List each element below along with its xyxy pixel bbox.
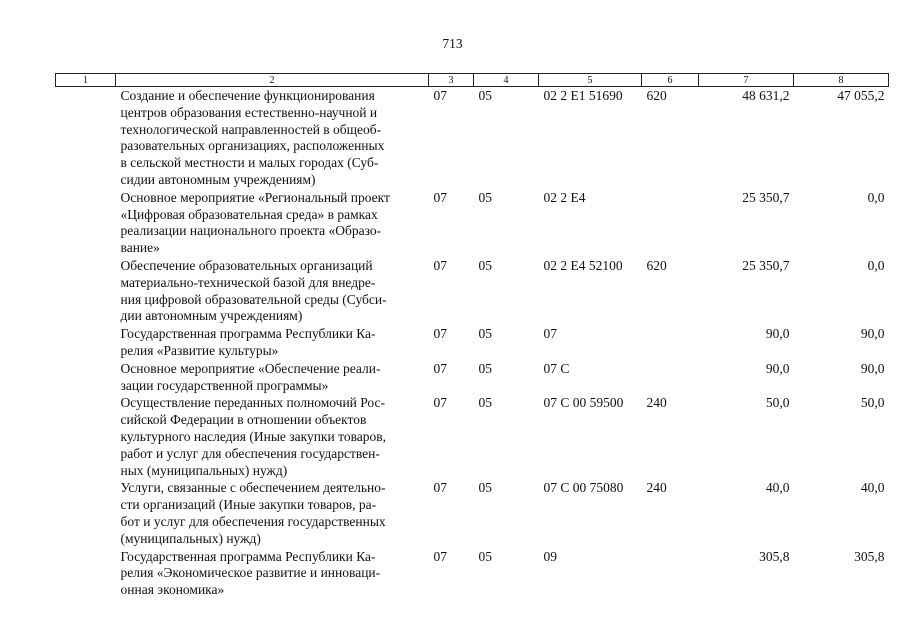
subsection-cell: 05 bbox=[478, 395, 492, 411]
target-article-cell: 07 C 00 59500 bbox=[543, 395, 624, 411]
column-header-3: 3 bbox=[429, 74, 474, 87]
section-cell: 07 bbox=[433, 548, 447, 564]
item-name-line: работ и услуг для обеспечения государствен- bbox=[120, 445, 380, 461]
amount-year-2-cell: 0,0 bbox=[867, 257, 885, 273]
item-name-line: центров образования естественно-научной и bbox=[120, 104, 378, 120]
item-name-cell bbox=[116, 360, 429, 395]
target-article-cell: 02 2 E4 bbox=[543, 189, 586, 205]
amount-year-1-cell: 50,0 bbox=[765, 395, 790, 411]
subsection-cell: 05 bbox=[478, 326, 492, 342]
amount-year-1-cell: 40,0 bbox=[765, 480, 790, 496]
section-cell: 07 bbox=[433, 326, 447, 342]
target-article-cell: 09 bbox=[543, 548, 557, 564]
table-row bbox=[56, 394, 889, 479]
item-name-cell bbox=[116, 87, 429, 189]
code-cell bbox=[56, 87, 116, 189]
item-name-line: материально-технической базой для внедре- bbox=[120, 274, 376, 290]
budget-table bbox=[55, 73, 889, 599]
column-header-5: 5 bbox=[539, 74, 642, 87]
item-name-cell bbox=[116, 325, 429, 360]
expense-type-cell bbox=[642, 325, 699, 360]
table-row bbox=[56, 189, 889, 257]
amount-year-2-cell: 40,0 bbox=[860, 480, 885, 496]
section-cell: 07 bbox=[433, 88, 447, 103]
item-name-line: Основное мероприятие «Обеспечение реали- bbox=[120, 360, 381, 376]
amount-year-1-cell: 25 350,7 bbox=[742, 189, 790, 205]
subsection-cell: 05 bbox=[478, 189, 492, 205]
target-article-cell: 02 2 E4 52100 bbox=[543, 257, 623, 273]
code-cell bbox=[56, 548, 116, 599]
code-cell bbox=[56, 257, 116, 325]
subsection-cell: 05 bbox=[478, 548, 492, 564]
expense-type-cell: 620 bbox=[646, 257, 667, 273]
section-cell: 07 bbox=[433, 395, 447, 411]
item-name-line: разовательных организациях, расположенных bbox=[120, 138, 385, 154]
amount-year-1-cell: 90,0 bbox=[765, 360, 790, 376]
code-cell bbox=[56, 394, 116, 479]
item-name-cell bbox=[116, 189, 429, 257]
item-name-line: релия «Экономическое развитие и инноваци- bbox=[120, 565, 381, 581]
page-number: 713 bbox=[442, 36, 463, 51]
section-cell: 07 bbox=[433, 480, 447, 496]
table-row bbox=[56, 257, 889, 325]
item-name-line: ния цифровой образовательной среды (Субси- bbox=[120, 291, 387, 307]
item-name-cell bbox=[116, 479, 429, 547]
expense-type-cell bbox=[642, 548, 699, 599]
item-name-line: ных (муниципальных) нужд) bbox=[120, 462, 288, 478]
subsection-cell: 05 bbox=[478, 88, 492, 103]
target-article-cell: 07 C bbox=[543, 360, 570, 376]
table-row bbox=[56, 325, 889, 360]
amount-year-2-cell: 50,0 bbox=[860, 395, 885, 411]
item-name-line: сти организаций (Иные закупки товаров, ра- bbox=[120, 497, 377, 513]
item-name-line: «Цифровая образовательная среда» в рамках bbox=[120, 206, 378, 222]
code-cell bbox=[56, 189, 116, 257]
amount-year-2-cell: 0,0 bbox=[867, 189, 885, 205]
item-name-line: бот и услуг для обеспечения государственных bbox=[120, 513, 386, 529]
item-name-line: Осуществление переданных полномочий Рос- bbox=[120, 395, 386, 411]
table-row bbox=[56, 360, 889, 395]
header-row bbox=[56, 74, 889, 87]
item-name-line: вание» bbox=[120, 240, 160, 256]
item-name-line: дии автономным учреждениям) bbox=[120, 308, 303, 324]
item-name-line: Создание и обеспечение функционирования bbox=[120, 88, 375, 103]
table-row bbox=[56, 479, 889, 547]
item-name-line: сийской Федерации в отношении объектов bbox=[120, 412, 367, 428]
item-name-line: Услуги, связанные с обеспечением деятельно- bbox=[120, 480, 386, 496]
item-name-line: (муниципальных) нужд) bbox=[120, 530, 261, 546]
item-name-cell bbox=[116, 394, 429, 479]
amount-year-2-cell: 90,0 bbox=[860, 326, 885, 342]
amount-year-1-cell: 48 631,2 bbox=[742, 88, 790, 103]
expense-type-cell: 240 bbox=[646, 395, 667, 411]
amount-year-1-cell: 305,8 bbox=[759, 548, 790, 564]
column-header-2: 2 bbox=[116, 74, 429, 87]
table-row bbox=[56, 548, 889, 599]
column-header-4: 4 bbox=[474, 74, 539, 87]
section-cell: 07 bbox=[433, 257, 447, 273]
target-article-cell: 02 2 E1 51690 bbox=[543, 88, 623, 103]
expense-type-cell: 240 bbox=[646, 480, 667, 496]
table-row bbox=[56, 87, 889, 189]
amount-year-2-cell: 90,0 bbox=[860, 360, 885, 376]
subsection-cell: 05 bbox=[478, 257, 492, 273]
column-header-1: 1 bbox=[56, 74, 116, 87]
expense-type-cell bbox=[642, 189, 699, 257]
code-cell bbox=[56, 325, 116, 360]
table-body bbox=[56, 87, 889, 599]
item-name-line: Государственная программа Республики Ка- bbox=[120, 326, 376, 342]
expense-type-cell: 620 bbox=[646, 88, 667, 103]
item-name-line: релия «Развитие культуры» bbox=[120, 342, 279, 358]
section-cell: 07 bbox=[433, 189, 447, 205]
amount-year-1-cell: 90,0 bbox=[765, 326, 790, 342]
item-name-line: реализации национального проекта «Образо- bbox=[120, 223, 382, 239]
subsection-cell: 05 bbox=[478, 360, 492, 376]
code-cell bbox=[56, 479, 116, 547]
item-name-line: Обеспечение образовательных организаций bbox=[120, 257, 373, 273]
column-header-6: 6 bbox=[642, 74, 699, 87]
column-header-7: 7 bbox=[699, 74, 794, 87]
column-header-8: 8 bbox=[794, 74, 889, 87]
item-name-line: сидии автономным учреждениям) bbox=[120, 171, 316, 187]
amount-year-2-cell: 47 055,2 bbox=[837, 88, 885, 103]
target-article-cell: 07 C 00 75080 bbox=[543, 480, 624, 496]
item-name-line: зации государственной программы» bbox=[120, 377, 329, 393]
item-name-line: в сельской местности и малых городах (Суб- bbox=[120, 155, 379, 171]
amount-year-2-cell: 305,8 bbox=[854, 548, 885, 564]
item-name-line: технологической направленностей в общеоб- bbox=[120, 121, 382, 137]
item-name-line: культурного наследия (Иные закупки товаров, bbox=[120, 428, 387, 444]
code-cell bbox=[56, 360, 116, 395]
section-cell: 07 bbox=[433, 360, 447, 376]
item-name-line: онная экономика» bbox=[120, 582, 225, 598]
expense-type-cell bbox=[642, 360, 699, 395]
subsection-cell: 05 bbox=[478, 480, 492, 496]
amount-year-1-cell: 25 350,7 bbox=[742, 257, 790, 273]
item-name-line: Государственная программа Республики Ка- bbox=[120, 548, 376, 564]
item-name-cell bbox=[116, 257, 429, 325]
item-name-cell bbox=[116, 548, 429, 599]
target-article-cell: 07 bbox=[543, 326, 557, 342]
item-name-line: Основное мероприятие «Региональный проект bbox=[120, 189, 390, 205]
